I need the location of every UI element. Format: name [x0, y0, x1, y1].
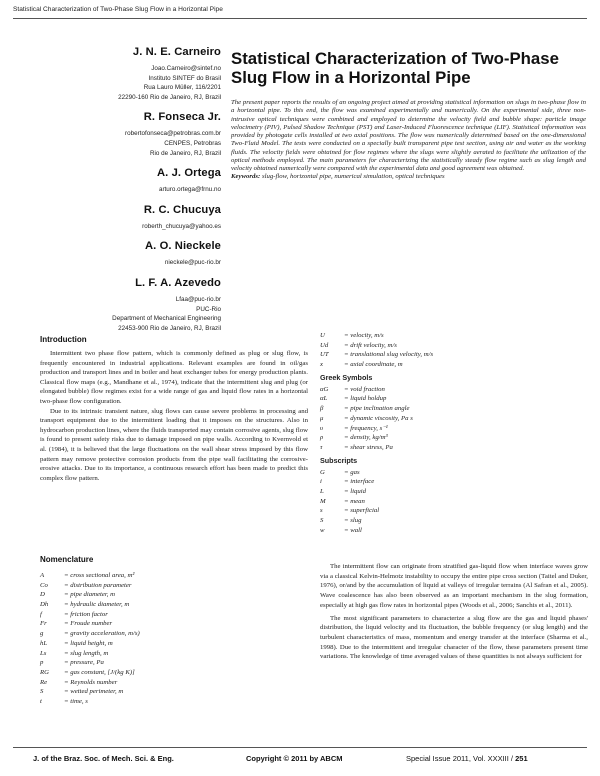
abstract-text: The present paper reports the results of an ongoing project aimed at providing statistical information on slugs in two-phase flow in a horizontal pipe. To this end, the flow was examined experimentally and numerically. On the experimental side, three non-intrusive optical techniques were combined and employed to determine the velocity field and bubble shape: particle image velocimetry (PIV), Pulsed Shadow Technique (PST) and Laser-Induced Fluorescence technique (LIF). Statistical information was provided by photogate cells installed at two axial positions. The flow was numerically determined based on the one-dimensional Two-Fluid Model. The tests were conducted on a specially built transparent pipe test section, using air and water as the working fluids. The velocity fields were obtained for flow regimes where the slugs were slightly aerated to facilitate the utilization of the optical methods employed. The main parameters for characterizing the statistically steady flow regime such as slug length and velocity obtained numerically were compared with the experimental data and good agreement was obtained.: [231, 99, 586, 172]
author-name: R. C. Chucuya: [143, 203, 221, 216]
symbol: τ: [320, 443, 323, 451]
symbol-row: [320, 497, 588, 507]
symbol: A: [40, 572, 45, 579]
symbol: L: [320, 487, 324, 495]
symbol: M: [320, 497, 326, 505]
subscripts-heading: Subscripts: [320, 455, 358, 465]
symbol-description: = shear stress, Pa: [344, 443, 393, 451]
symbol-description: = Froude number: [64, 620, 113, 628]
symbol: S: [40, 688, 44, 696]
symbol-description: = interface: [344, 478, 375, 486]
symbol-description: = velocity, m/s: [344, 332, 384, 339]
symbol: RG: [40, 668, 49, 676]
keywords-text: slug-flow, horizontal pipe, numerical simulation, optical techniques: [261, 173, 445, 181]
symbol-description: = pipe diameter, m: [64, 591, 116, 599]
symbol-row: [40, 678, 308, 688]
author-affiliation-line: arturo.ortega@frnu.no: [158, 186, 221, 194]
symbol-description: = gas constant, [J/(kg K)]: [64, 668, 135, 676]
symbol-description: = liquid height, m: [64, 639, 113, 647]
symbol: μ: [320, 414, 324, 422]
symbol-row: [40, 619, 308, 629]
authors-column: [13, 46, 221, 342]
author-affiliation-line: Instituto SINTEF do Brasil: [148, 74, 221, 82]
intro-paragraph: Due to its intrinsic transient nature, slug flows can cause severe problems in processing and transport equipment due to the intermittent loading that it imposes on the structures. Also in hydrocarbon production lines, where the fluids transported may contain corrosive agents, slug flow is found to present safety risks due to damage imposed on pipe walls. According to Kvernvold et al. (1984), it is believed that the large fluctuations on the wall shear stress imposed by this flow pattern may remove protective corrosion products from the pipe wall facilitating the corrosive-erosive attacks. Due to its importance, a continuous research effort has been made to predict this complex flow pattern.: [40, 407, 308, 482]
symbol-row: [320, 350, 588, 360]
nomenclature-list: [40, 571, 308, 707]
symbol-description: = liquid: [344, 487, 366, 495]
symbol-row: [40, 697, 308, 707]
symbol-row: [40, 639, 308, 649]
abstract: [231, 99, 586, 182]
author-affiliation-line: Rua Lauro Müller, 116/2201: [143, 84, 221, 92]
footer-journal: J. of the Braz. Soc. of Mech. Sci. & Eng.: [33, 754, 174, 763]
keywords-label: Keywords:: [231, 173, 261, 181]
symbol-row: [320, 443, 588, 453]
symbol-row: [40, 668, 308, 678]
symbol-row: [320, 394, 588, 404]
symbol: ρ: [320, 434, 324, 442]
symbol: i: [320, 478, 322, 486]
symbol: Co: [40, 581, 48, 589]
symbol: Ls: [40, 649, 47, 657]
introduction-body: [40, 349, 308, 483]
symbol: U: [320, 332, 325, 339]
symbol-row: [320, 360, 588, 370]
symbol: Fr: [40, 620, 47, 628]
symbol: υ: [320, 424, 324, 432]
greek-symbols-list: [320, 385, 588, 453]
symbol: β: [320, 405, 324, 413]
symbol-description: = axial coordinate, m: [344, 361, 403, 369]
symbol: αG: [320, 385, 329, 393]
symbol-row: [40, 629, 308, 639]
body-paragraph: The most significant parameters to characterize a slug flow are the gas and liquid phases' distribution, the liquid velocity and its fluctuation, the bubble frequency (or slug length) and the turbulent characteristics of mass, momentum and energy transfer at the interface (Sharma et al., 1998). Due to the intermittent and irregular character of the flow, these parameters present time variations. The knowledge of time averaged values of these quantities is not always sufficient for: [320, 614, 588, 661]
greek-symbols-heading: Greek Symbols: [320, 372, 373, 382]
symbol: hL: [40, 639, 48, 647]
symbol-row: [320, 414, 588, 424]
symbol-row: [40, 571, 308, 581]
nomenclature-continued: [320, 331, 588, 535]
author-affiliation-line: 22453-900 Rio de Janeiro, RJ, Brazil: [118, 324, 221, 332]
symbol-row: [320, 516, 588, 526]
symbol-description: = pressure, Pa: [64, 659, 104, 667]
symbol-row: [320, 506, 588, 516]
symbol-description: = slug: [344, 517, 362, 524]
author-block: [13, 46, 221, 102]
author-name: J. N. E. Carneiro: [132, 46, 221, 58]
symbol-description: = translational slug velocity, m/s: [344, 351, 434, 359]
section-heading-nomenclature: Nomenclature: [40, 555, 94, 564]
author-name: L. F. A. Azevedo: [135, 276, 221, 289]
symbol-description: = drift velocity, m/s: [344, 341, 397, 349]
author-affiliation-line: Department of Mechanical Engineering: [112, 315, 221, 323]
symbol: Ud: [320, 341, 329, 349]
symbol-description: = friction factor: [64, 610, 108, 618]
author-affiliation-line: CENPES, Petrobras: [164, 139, 221, 147]
symbol-description: = wetted perimeter, m: [64, 688, 124, 696]
right-column-body: [320, 562, 588, 665]
symbol: s: [320, 507, 323, 515]
author-name: R. Fonseca Jr.: [143, 111, 221, 124]
symbol-row: [320, 487, 588, 497]
symbol: S: [320, 517, 324, 524]
symbol-row: [40, 610, 308, 620]
author-name: A. O. Nieckele: [144, 240, 221, 253]
symbol: D: [40, 591, 45, 599]
symbol: g: [40, 630, 44, 638]
symbol: t: [40, 697, 42, 705]
author-block: [13, 111, 221, 158]
subscripts-list: [320, 468, 588, 536]
author-affiliation-line: 22290-160 Rio de Janeiro, RJ, Brazil: [118, 93, 221, 101]
author-affiliation-line: robertofonseca@petrobras.com.br: [125, 130, 221, 138]
symbol-row: [40, 687, 308, 697]
symbol-row: [320, 404, 588, 414]
symbol: G: [320, 468, 325, 476]
symbol-description: = gas: [344, 468, 360, 476]
symbol: UT: [320, 351, 329, 359]
author-block: [13, 277, 221, 333]
symbol-row: [320, 433, 588, 443]
page-number: 251: [515, 754, 528, 763]
body-paragraph: The intermittent flow can originate from stratified gas-liquid flow when interface waves grow via a classical Kelvin-Helmotz instability to occupy the entire pipe cross section (Taitel and Duker, 1976), or/and by the accumulation of liquid at valleys of irregular terrains (Al Safran et al., 2005). Wave coalescence has also been observed as an important mechanism in the slug formation, especially at high gas flow rates in horizontal pipes (Woods et al., 2006; Sanchis et al., 2011).: [320, 563, 588, 609]
symbol: Re: [40, 678, 48, 686]
symbol-description: = frequency, s⁻¹: [344, 424, 388, 432]
symbol-description: = dynamic viscosity, Pa s: [344, 414, 413, 422]
author-affiliation-line: Lfaa@puc-rio.br: [175, 295, 221, 303]
symbol-description: = liquid holdup: [344, 395, 387, 403]
footer-rule: [13, 747, 587, 748]
symbol-description: = pipe inclination angle: [344, 405, 410, 413]
symbol-row: [320, 526, 588, 536]
footer-issue: [406, 754, 528, 763]
symbol-row: [320, 424, 588, 434]
section-heading-introduction: Introduction: [40, 335, 87, 344]
symbol-row: [40, 590, 308, 600]
symbol-row: [40, 649, 308, 659]
symbol-description: = time, s: [64, 697, 88, 705]
author-block: [13, 240, 221, 268]
symbol-description: = gravity acceleration, m/s): [64, 630, 140, 638]
nomenclature-cont-list: [320, 331, 588, 370]
author-affiliation-line: nieckele@puc-rio.br: [164, 259, 221, 267]
symbol: w: [320, 526, 325, 534]
symbol: f: [40, 610, 42, 618]
author-affiliation-line: Rio de Janeiro, RJ, Brazil: [149, 149, 221, 157]
symbol-row: [320, 468, 588, 478]
symbol-description: = void fraction: [344, 385, 385, 393]
author-affiliation-line: PUC-Rio: [196, 305, 221, 313]
symbol-row: [320, 385, 588, 395]
author-name: A. J. Ortega: [157, 167, 221, 180]
symbol-row: [40, 581, 308, 591]
author-block: [13, 167, 221, 195]
running-header: Statistical Characterization of Two-Phase Slug Flow in a Horizontal Pipe: [13, 6, 223, 13]
symbol-description: = density, kg/m³: [344, 434, 388, 442]
symbol-row: [320, 341, 588, 351]
symbol-row: [320, 477, 588, 487]
symbol-description: = Reynolds number: [64, 678, 118, 686]
symbol-description: = hydraulic diameter, m: [64, 601, 130, 609]
symbol: Dh: [40, 601, 49, 609]
symbol-row: [320, 331, 588, 341]
author-affiliation-line: roberth_chucuya@yahoo.es: [142, 222, 221, 230]
symbol: αL: [320, 395, 328, 403]
symbol-row: [40, 600, 308, 610]
symbol-description: = superficial: [344, 507, 380, 515]
symbol-description: = wall: [344, 526, 362, 534]
symbol: x: [320, 361, 323, 369]
symbol-description: = slug length, m: [64, 649, 109, 657]
symbol-description: = mean: [344, 497, 365, 505]
author-block: [13, 204, 221, 232]
symbol: p: [40, 659, 44, 667]
symbol-row: [40, 658, 308, 668]
intro-paragraph: Intermittent two phase flow pattern, which is commonly defined as plug or slug flow, is frequently encountered in industrial applications. Relevant examples are found in oil/gas production and transport lines and in boiler and heat exchanger tubes for energy production plants. Classical flow maps (e.g., Mandhane et al., 1974), indicate that the intermittent slug and plug (or elongated bubble) flow regimes exist for a wide range of gas and liquid flow rates in a horizontal two-phase flow configuration.: [40, 350, 308, 405]
footer-copyright: Copyright © 2011 by ABCM: [246, 754, 343, 763]
symbol-description: = distribution parameter: [64, 581, 132, 589]
paper-title: Statistical Characterization of Two-Phase Slug Flow in a Horizontal Pipe: [231, 49, 559, 87]
footer-issue-text: Special Issue 2011, Vol. XXXIII /: [406, 754, 514, 763]
header-rule: [13, 18, 587, 19]
symbol-description: = cross sectional area, m²: [64, 572, 135, 579]
author-affiliation-line: Joao.Carneiro@sintef.no: [151, 65, 221, 72]
